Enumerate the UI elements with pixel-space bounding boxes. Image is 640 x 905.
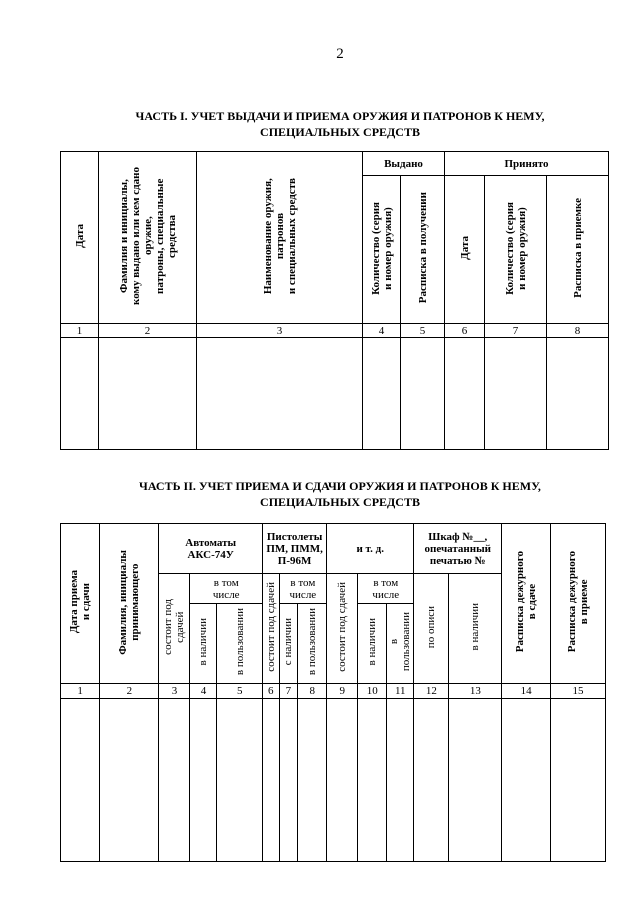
part2-column-number-row xyxy=(61,684,606,699)
column-number: 2 xyxy=(100,684,159,699)
part1-empty-row xyxy=(61,338,609,450)
part2-header-duty-take: Расписка дежурного в приеме xyxy=(550,524,605,684)
part1-header-received: Принято xyxy=(445,152,609,176)
part2-g2-available: с наличии xyxy=(279,604,298,684)
part2-header-group4: Шкаф №__, опечатанный печатью № xyxy=(414,524,502,574)
table-cell[interactable] xyxy=(550,699,605,862)
part1-header-issued-qty: Количество (серия и номер оружия) xyxy=(363,176,401,324)
part2-title-line1: ЧАСТЬ II. УЧЕТ ПРИЕМА И СДАЧИ ОРУЖИЯ И ПАТРОНОВ К НЕМУ, xyxy=(139,479,541,493)
column-number: 15 xyxy=(550,684,605,699)
column-number: 4 xyxy=(190,684,217,699)
table-cell[interactable] xyxy=(363,338,401,450)
table-cell[interactable] xyxy=(358,699,387,862)
column-number: 8 xyxy=(298,684,327,699)
part2-empty-row xyxy=(61,699,606,862)
table-cell[interactable] xyxy=(262,699,279,862)
table-cell[interactable] xyxy=(197,338,363,450)
part2-g4-by-list: по описи xyxy=(414,574,449,684)
part2-header-group1: Автоматы АКС-74У xyxy=(159,524,263,574)
column-number: 5 xyxy=(401,324,445,338)
table-cell[interactable] xyxy=(387,699,414,862)
part2-g3-available: в наличии xyxy=(358,604,387,684)
part1-title xyxy=(60,108,620,140)
table-cell[interactable] xyxy=(99,338,197,450)
part2-g1-incl: в том числе xyxy=(190,574,263,604)
part1-header-issued: Выдано xyxy=(363,152,445,176)
part1-header-name: Фамилия и инициалы, кому выдано или кем сдано оружие, патроны, специальные средства xyxy=(99,152,197,324)
table-cell[interactable] xyxy=(279,699,298,862)
column-number: 5 xyxy=(217,684,263,699)
column-number: 10 xyxy=(358,684,387,699)
column-number: 1 xyxy=(61,324,99,338)
part1-header-received-qty: Количество (серия и номер оружия) xyxy=(485,176,547,324)
table-cell[interactable] xyxy=(502,699,551,862)
part2-g3-incl: в том числе xyxy=(358,574,414,604)
column-number: 3 xyxy=(159,684,190,699)
table-cell[interactable] xyxy=(298,699,327,862)
table-cell[interactable] xyxy=(61,338,99,450)
column-number: 8 xyxy=(547,324,609,338)
part1-header-issued-sign: Расписка в получении xyxy=(401,176,445,324)
table-cell[interactable] xyxy=(159,699,190,862)
table-cell[interactable] xyxy=(449,699,502,862)
part2-g1-in-use: в пользовании xyxy=(217,604,263,684)
part1-column-number-row xyxy=(61,324,609,338)
part1-header-date: Дата xyxy=(61,152,99,324)
column-number: 3 xyxy=(197,324,363,338)
table-cell[interactable] xyxy=(327,699,358,862)
part2-header-group3: и т. д. xyxy=(327,524,414,574)
part2-g1-total: состоит под сдачей xyxy=(159,574,190,684)
column-number: 11 xyxy=(387,684,414,699)
table-cell[interactable] xyxy=(445,338,485,450)
column-number: 14 xyxy=(502,684,551,699)
part2-header-date: Дата приема и сдачи xyxy=(61,524,100,684)
part2-g2-incl: в том числе xyxy=(279,574,327,604)
part2-g3-total: состоит под сдачей xyxy=(327,574,358,684)
table-cell[interactable] xyxy=(190,699,217,862)
column-number: 7 xyxy=(485,324,547,338)
table-cell[interactable] xyxy=(547,338,609,450)
table-cell[interactable] xyxy=(401,338,445,450)
part2-g4-available: в наличии xyxy=(449,574,502,684)
table-cell[interactable] xyxy=(485,338,547,450)
part2-table xyxy=(60,523,606,862)
part1-header-received-date: Дата xyxy=(445,176,485,324)
table-cell[interactable] xyxy=(414,699,449,862)
part2-title-line2: СПЕЦИАЛЬНЫХ СРЕДСТВ xyxy=(260,495,420,509)
table-cell[interactable] xyxy=(61,699,100,862)
part2-g3-in-use: в пользовании xyxy=(387,604,414,684)
part2-header-duty-hand: Расписка дежурного в сдаче xyxy=(502,524,551,684)
column-number: 9 xyxy=(327,684,358,699)
column-number: 2 xyxy=(99,324,197,338)
part1-title-line2: СПЕЦИАЛЬНЫХ СРЕДСТВ xyxy=(260,125,420,139)
column-number: 7 xyxy=(279,684,298,699)
part1-header-received-sign: Расписка в приемке xyxy=(547,176,609,324)
column-number: 12 xyxy=(414,684,449,699)
part2-title xyxy=(60,478,620,510)
part2-header-name: Фамилия, инициалы принимающего xyxy=(100,524,159,684)
page-number: 2 xyxy=(336,46,344,62)
part2-g2-total: состоит под сдачей xyxy=(262,574,279,684)
part2-header-group2: Пистолеты ПМ, ПММ, П-96М xyxy=(262,524,326,574)
table-cell[interactable] xyxy=(100,699,159,862)
column-number: 1 xyxy=(61,684,100,699)
column-number: 4 xyxy=(363,324,401,338)
part1-header-item: Наименование оружия, патронов и специальных средств xyxy=(197,152,363,324)
part2-g2-in-use: в пользовании xyxy=(298,604,327,684)
part2-g1-available: в наличии xyxy=(190,604,217,684)
column-number: 6 xyxy=(262,684,279,699)
part1-table xyxy=(60,151,609,450)
column-number: 6 xyxy=(445,324,485,338)
table-cell[interactable] xyxy=(217,699,263,862)
part1-title-line1: ЧАСТЬ I. УЧЕТ ВЫДАЧИ И ПРИЕМА ОРУЖИЯ И ПАТРОНОВ К НЕМУ, xyxy=(135,109,545,123)
column-number: 13 xyxy=(449,684,502,699)
